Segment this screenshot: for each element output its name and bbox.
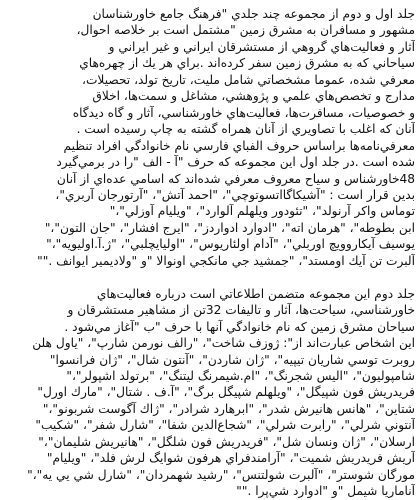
text-line: توماس واكر آرنولد"، "تئودور ويلهلم آلوارد"، "ويليام آوزلي"،" bbox=[109, 204, 415, 219]
text-line: آنان كه اغلب با تصاويري از آنان همراه گشته به چاپ رسيده است . bbox=[76, 122, 415, 137]
paragraph-volume-two bbox=[6, 286, 415, 500]
text-line: آريش فريدريش شميت"، "آرامندفراي هرفون شوايگ لرش فلد"، "ويليام" bbox=[46, 451, 415, 466]
text-line: مشهور و مسافران به مشرق زمين "مشتمل است بر خلاصه احوال، bbox=[76, 23, 415, 38]
text-line: 48خاورشناس و سياح معروف معرفي شده‌اند كه اسامي عده‌اي از آنان bbox=[56, 171, 415, 186]
text-line: آناماريا شيمل "و "ادوارد شي‌پرا ."" bbox=[236, 484, 415, 499]
text-line: آثار و فعاليت‌هاي گروهي از مستشرقان ايراني و غير ايراني و bbox=[108, 39, 415, 54]
text-line: روبرت توسي شاريان تيپيه"، "ژان شاردن"، "آنتون شال"، "ژان فرانسوا" bbox=[49, 352, 415, 367]
text-line: شده است .در جلد اول اين مجموعه كه حرف "آ - الف "را در برمي‌گيرد bbox=[56, 155, 415, 170]
text-line: فريدريش فون شپيگل"، "ويلهلم شپيگل برگ"، "آ.ف . شتال"، "مارك اورل" bbox=[37, 385, 415, 400]
text-line: ابن بطوطه"، "هرمان اته"، "ادوارد ادواردز"، "ايرج افشار"، "جان التون"،" bbox=[44, 220, 415, 235]
text-line: ارسلان"، "ژان ونسان شل"، "فريدريش فون شلگل"، "هانيريش شليمان"،" bbox=[38, 434, 415, 449]
text-line: شامپوليون"، "اليس شجرنگ"، "ام.شيمرنگ ليتنگ"، "برتولد اشپولر"،" bbox=[66, 368, 415, 383]
text-line: مدارج و تخصص‌هاي علمي و پژوهشي، مشاغل و سمت‌ها، اخلاق bbox=[92, 89, 415, 104]
text-line: سياحان مشرق زمين كه نام خانوادگي آنها با حرف "ب "آغاز مي‌شود . bbox=[64, 319, 415, 334]
text-line: جلد دوم اين مجموعه متضمن اطلاعاتي است درباره فعاليت‌هاي bbox=[96, 286, 415, 301]
text-line: خاورشناسي، سياحت‌ها، آثار و تاليفات 32تن از مشاهير مستشرقان و bbox=[67, 303, 415, 318]
text-line: اين اشخاص عبارت‌اند از": ژوزف شاخت"، "رالف نورمن شارپ"، "ياول هلن bbox=[32, 336, 415, 351]
text-line: و خصوصيات، مسافرت‌ها، فعاليت‌هاي خاورشناسي، آثار و گاه ديدگاه bbox=[72, 105, 415, 120]
text-line: مورگان شوستر"، "آلبرت شولتنس"، "رشيد شهمردان"، "شارل شي يي يه"،" bbox=[27, 467, 415, 482]
text-line: شتاين"، "هانس هانيرش شدر"، "ابرهارد شرادر"، "ژاك آگوست شربونو"،" bbox=[42, 401, 415, 416]
text-line: بدين قرار است : "آشيكاگااتسوتوچي"، "احمد آتش"، "آرتورجان آربري"، bbox=[55, 187, 415, 202]
text-line: آلبرت تن آيك اومستد"، "جمشيد جي مانكجي اونوالا "و "ولاديمير ايوانف ."" bbox=[37, 253, 415, 268]
text-line: معرفي‌نامه‌ها براساس حروف الفباي فارسي نام خانوادگي افراد تنظيم bbox=[63, 138, 415, 153]
paragraph-volume-one bbox=[6, 6, 415, 269]
paragraph-gap bbox=[6, 269, 415, 285]
text-line: معرفي شده، عموما مشخصاتي شامل مليت، تاريخ تولد، تحصيلات، bbox=[82, 72, 415, 87]
text-line: يوسيف آيكاروويچ اوربلي"، "آدام اولئاريوس"، "اوليايچلبي"، "ژ.آ.اوليويه"،" bbox=[46, 237, 415, 252]
text-line: سياحاني كه به مشرق زمين سفر كرده‌اند .براي هر يك از چهره‌هاي bbox=[79, 56, 415, 71]
text-line: آنتوني شرلي"، "رابرت شرلي"، "شجاع‌الدين شفا"، "شارل شفر"، "شكيب" bbox=[35, 418, 415, 433]
text-line: جلد اول و دوم از مجموعه چند جلدي "فرهنگ جامع خاورشناسان bbox=[92, 7, 415, 21]
